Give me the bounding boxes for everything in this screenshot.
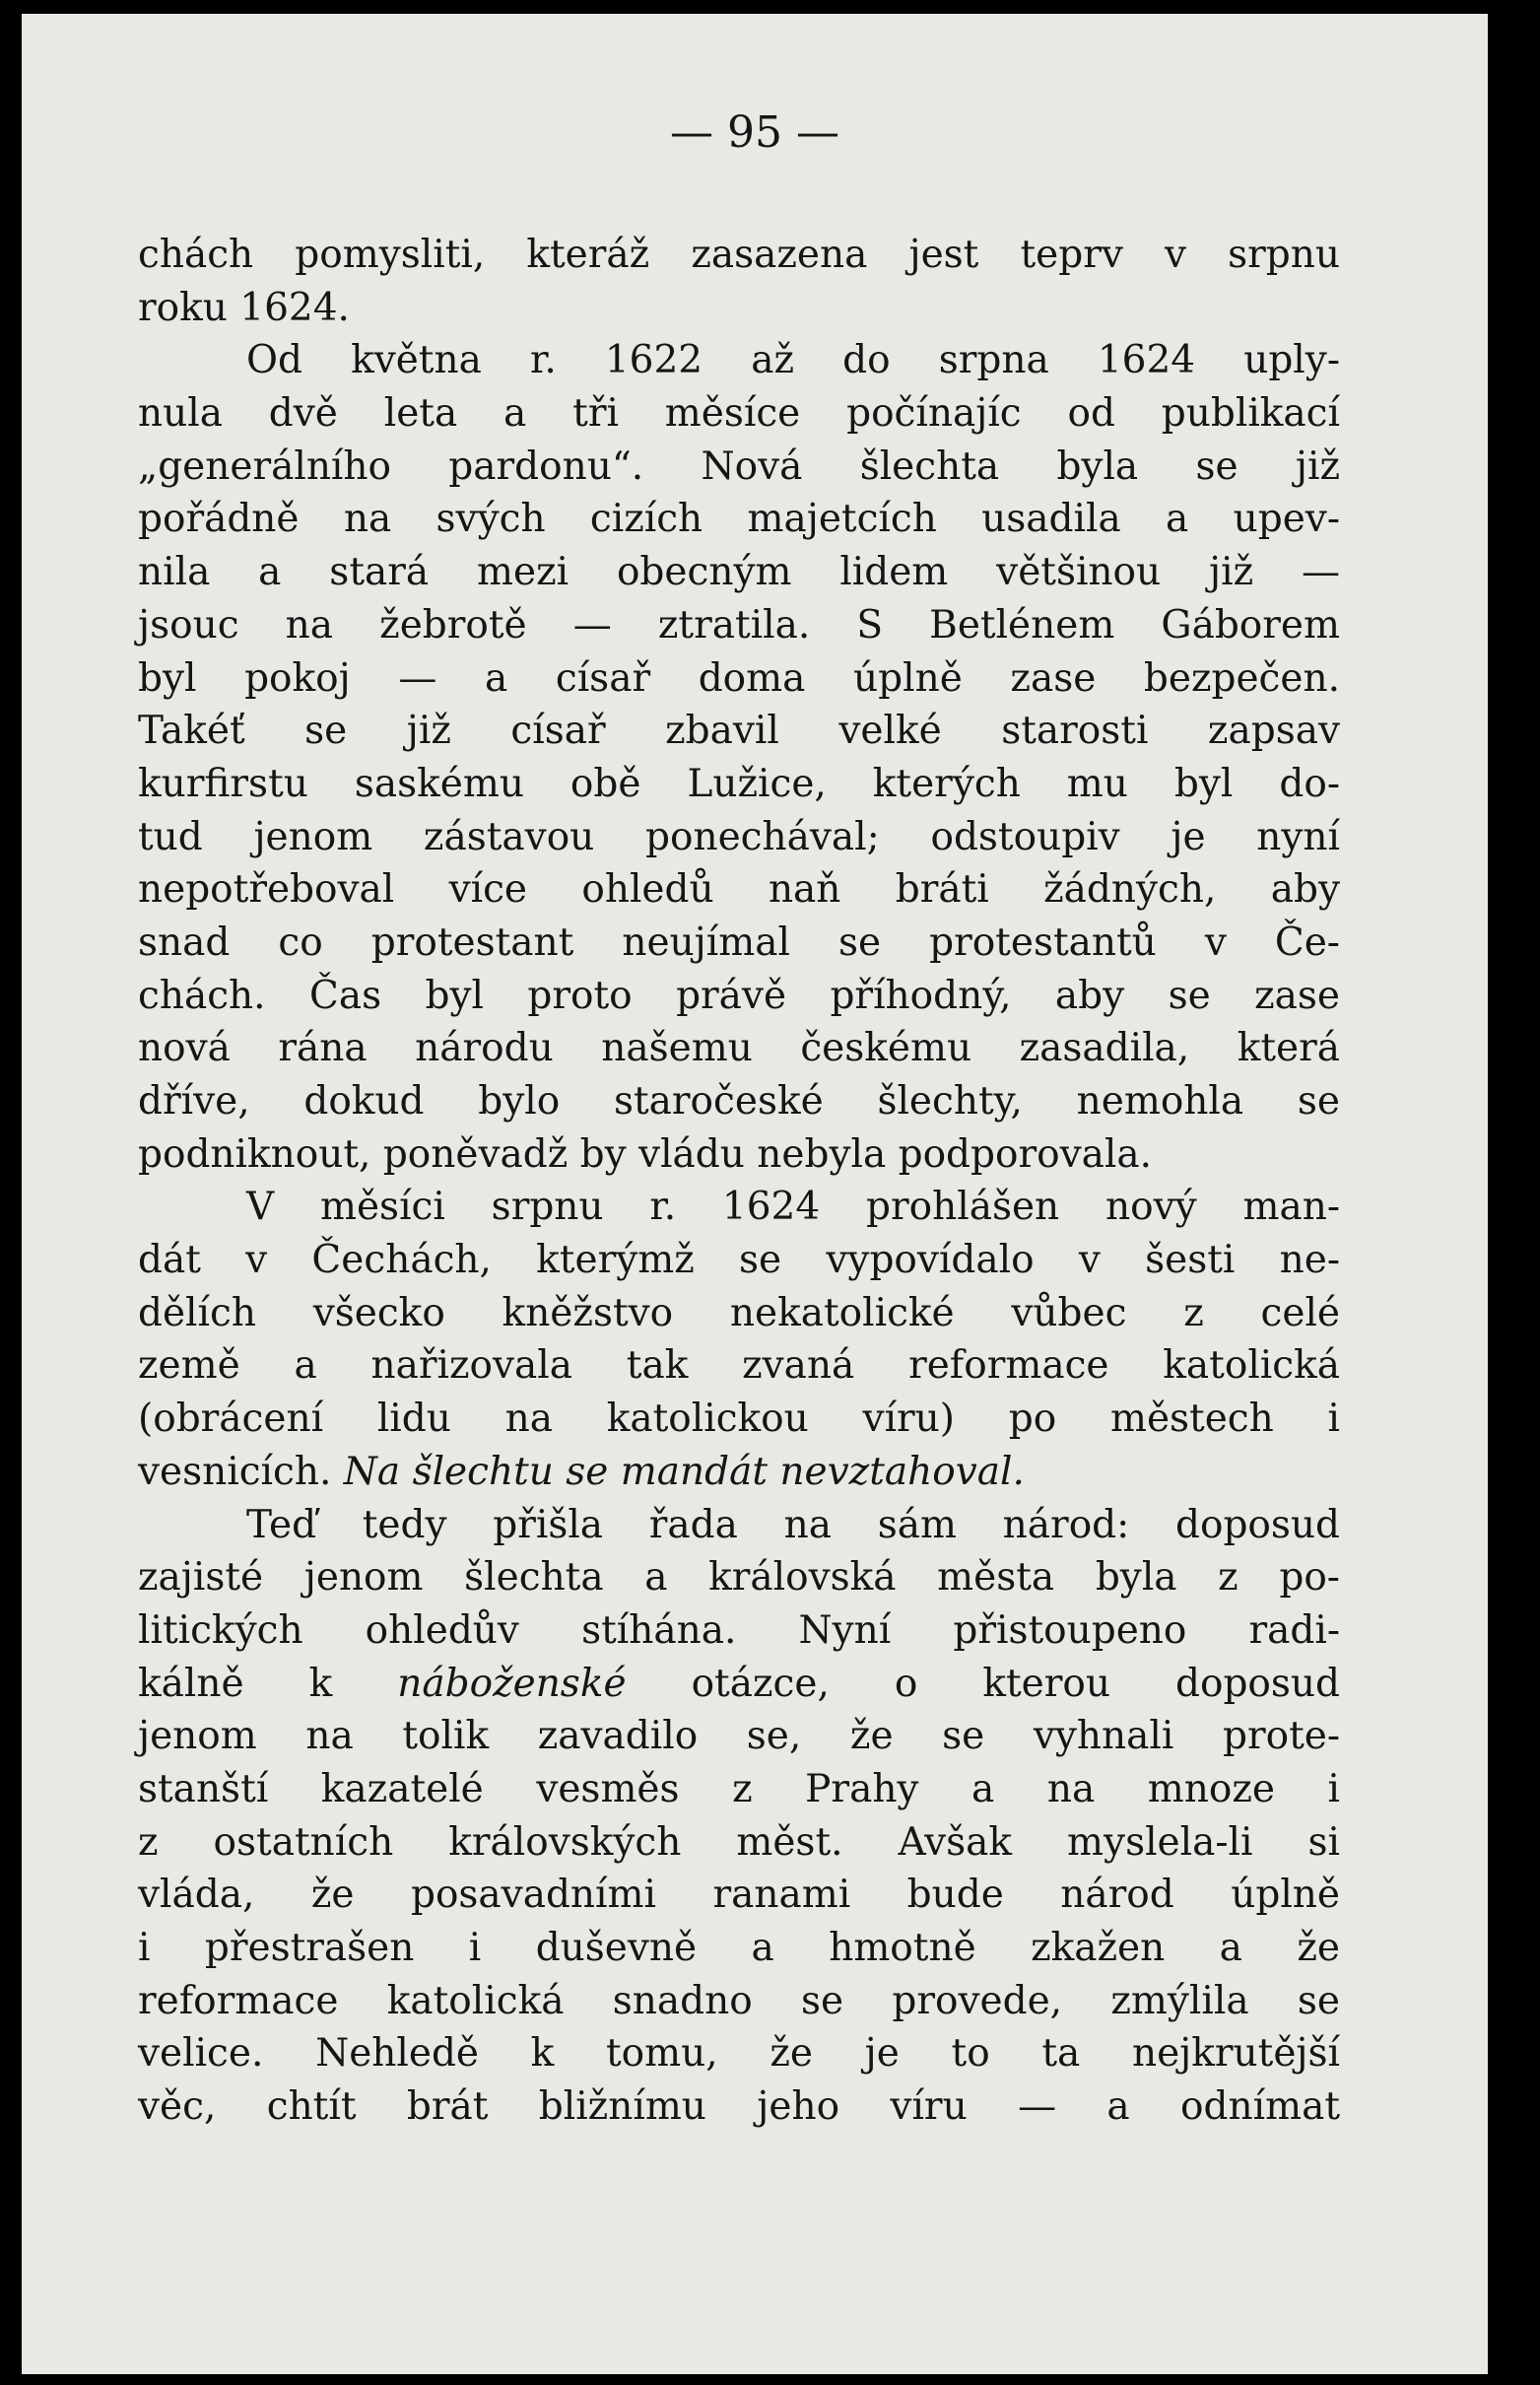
text-line-content: vláda, že posavadními ranami bude národ úplně: [138, 1873, 1340, 1918]
text-line-content: kurfirstu saskému obě Lužice, kterých mu byl do-: [138, 761, 1340, 806]
text-line-content: z ostatních královských měst. Avšak myslela-li si: [138, 1819, 1340, 1865]
text-line-content: jsouc na žebrotě — ztratila. S Betlénem Gáborem: [138, 602, 1340, 647]
text-line-content: dříve, dokud bylo staročeské šlechty, nemohla se: [138, 1079, 1340, 1124]
text-line-content: dělích všecko kněžstvo nekatolické vůbec z celé: [138, 1290, 1340, 1335]
page-number: — 95 —: [670, 107, 839, 158]
text-line: [138, 282, 1340, 335]
text-line-content: vesnicích.: [138, 1449, 332, 1494]
text-line-content: (obrácení lidu na katolickou víru) po městech i: [138, 1397, 1340, 1442]
text-line: [138, 599, 1340, 652]
text-line: [138, 1075, 1340, 1128]
book-page: [22, 14, 1488, 2374]
text-line: [138, 1446, 1340, 1499]
text-line: [138, 1869, 1340, 1922]
text-line-content: jenom na tolik zavadilo se, že se vyhnali prote-: [138, 1714, 1340, 1759]
text-line: [138, 1922, 1340, 1975]
text-line: [138, 1128, 1340, 1182]
text-line-content: chách. Čas byl proto právě příhodný, aby se zase: [138, 973, 1340, 1018]
text-line: [138, 1499, 1340, 1552]
text-line: [138, 1975, 1340, 2028]
text-line: [138, 970, 1340, 1023]
italic-text: Na šlechtu se mandát nevztahoval.: [343, 1449, 1025, 1494]
text-line: [138, 387, 1340, 441]
text-line-content: nepotřeboval více ohledů naň bráti žádných, aby: [138, 867, 1340, 913]
text-line: [138, 229, 1340, 282]
text-line-content: nila a stará mezi obecným lidem většinou již —: [138, 550, 1340, 595]
body-text: [138, 229, 1340, 2134]
text-line: [138, 652, 1340, 706]
text-line: [138, 1181, 1340, 1234]
text-line-content: i přestrašen i duševně a hmotně zkažen a že: [138, 1926, 1340, 1970]
text-line: [138, 1393, 1340, 1446]
text-line-content: zajisté jenom šlechta a královská města byla z po-: [138, 1555, 1340, 1601]
text-line-content: Takéť se již císař zbavil velké starosti zapsav: [138, 709, 1340, 754]
text-line-content: věc, chtít brát bližnímu jeho víru — a odnímat: [138, 2084, 1340, 2130]
text-line: [138, 441, 1340, 494]
text-line-content: stanští kazatelé vesměs z Prahy a na mnoze i: [138, 1766, 1340, 1811]
text-line-content: tud jenom zástavou ponechával; odstoupiv je nyní: [138, 814, 1340, 859]
text-line: [138, 1022, 1340, 1075]
text-line-content: velice. Nehledě k tomu, že je to ta nejkrutější: [138, 2031, 1340, 2077]
text-line-content: nula dvě leta a tři měsíce počínajíc od publikací: [138, 391, 1340, 437]
text-line-content: „generálního pardonu“. Nová šlechta byla se již: [138, 443, 1340, 489]
text-line: [138, 705, 1340, 758]
text-line: [138, 917, 1340, 970]
text-line-content: nová rána národu našemu českému zasadila, která: [138, 1026, 1340, 1071]
text-line: [138, 758, 1340, 811]
text-line: [138, 811, 1340, 864]
text-line: [138, 1551, 1340, 1604]
text-line-content: chách pomysliti, kteráž zasazena jest teprv v srpnu: [138, 233, 1340, 277]
text-line-content: Od května r. 1622 až do srpna 1624 uply-: [246, 338, 1340, 383]
text-line: [138, 1234, 1340, 1287]
text-line-content: litických ohledův stíhána. Nyní přistoupeno radi-: [138, 1607, 1340, 1653]
text-line: [138, 1816, 1340, 1870]
text-line-content: byl pokoj — a císař doma úplně zase bezpečen.: [138, 655, 1340, 701]
text-line-content: snad co protestant neujímal se protestantů v Če-: [138, 920, 1340, 965]
text-line: [138, 1604, 1340, 1658]
text-line-content: roku 1624.: [138, 285, 350, 330]
text-line-content: kálně k: [138, 1661, 333, 1706]
text-line: [138, 1658, 1340, 1711]
text-line-content: dát v Čechách, kterýmž se vypovídalo v šesti ne-: [138, 1238, 1340, 1283]
text-line: [138, 1763, 1340, 1816]
text-line: [138, 1287, 1340, 1340]
text-line: [138, 334, 1340, 387]
text-line: [138, 493, 1340, 546]
text-line-content: V měsíci srpnu r. 1624 prohlášen nový man-: [246, 1185, 1340, 1230]
text-line: [138, 546, 1340, 599]
text-line-content: Teď tedy přišla řada na sám národ: doposud: [246, 1502, 1340, 1547]
text-line: [138, 1339, 1340, 1393]
text-line: [138, 863, 1340, 917]
text-line-content: pořádně na svých cizích majetcích usadila a upev-: [138, 497, 1340, 542]
italic-text: náboženské: [397, 1661, 627, 1706]
text-line-content: podniknout, poněvadž by vládu nebyla podporovala.: [138, 1131, 1152, 1177]
text-line: [138, 1710, 1340, 1763]
text-line: [138, 2080, 1340, 2134]
text-line-content-continued: otázce, o kterou doposud: [691, 1661, 1340, 1706]
text-line-content: reformace katolická snadno se provede, zmýlila se: [138, 1978, 1340, 2023]
text-line-content: země a nařizovala tak zvaná reformace katolická: [138, 1343, 1340, 1389]
text-line: [138, 2027, 1340, 2080]
